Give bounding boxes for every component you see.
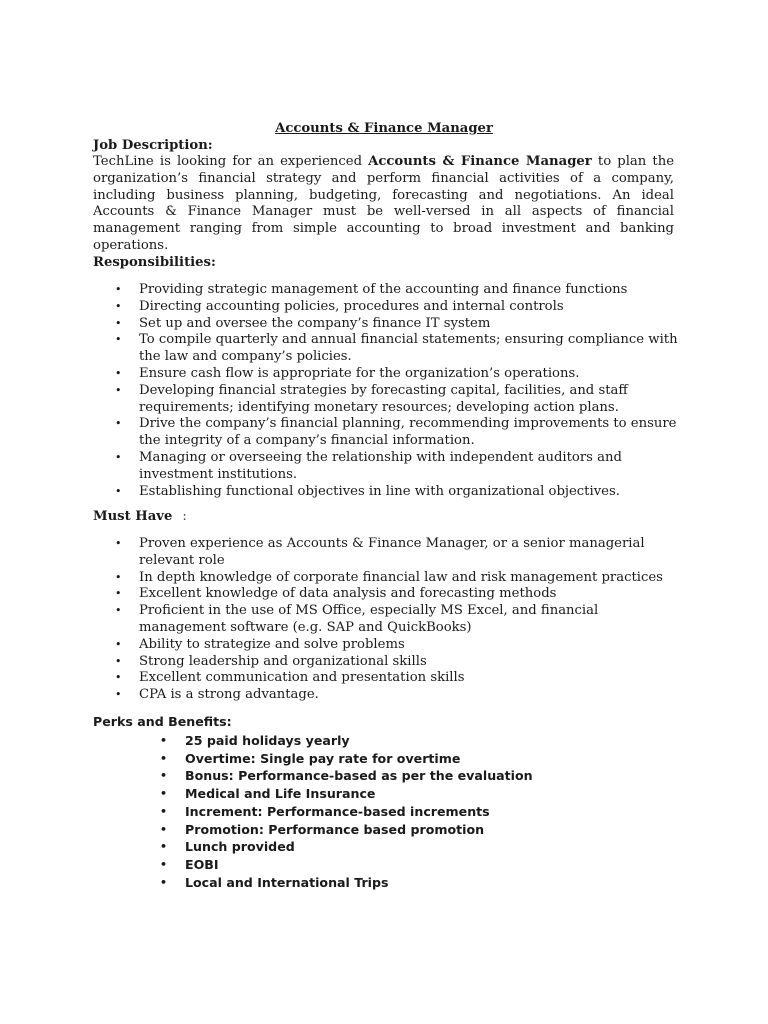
bullet-icon: • — [115, 450, 122, 464]
bullet-icon: • — [115, 671, 122, 685]
bullet-icon: • — [115, 283, 122, 296]
list-item-text: Increment: Performance-based increments — [185, 803, 490, 819]
intro-paragraph — [93, 154, 674, 255]
perks-list — [0, 732, 685, 891]
list-item-text: Providing strategic management of the accounting and finance functions — [139, 282, 628, 297]
list-item — [0, 654, 679, 671]
list-item-text: 25 paid holidays yearly — [185, 733, 350, 748]
must-have-colon: : — [182, 509, 187, 524]
list-item-text: Proficient in the use of MS Office, especially MS Excel, and financial management software (e.g. SAP and QuickBooks) — [139, 603, 599, 635]
list-item — [0, 637, 679, 654]
list-item-text: Establishing functional objectives in line with organizational objectives. — [139, 483, 620, 499]
must-have-heading-text: Must Have — [93, 509, 173, 524]
document-title: Accounts & Finance Manager — [275, 121, 493, 136]
bullet-icon: • — [115, 484, 122, 498]
responsibilities-heading: Responsibilities: — [93, 255, 216, 270]
bullet-icon: • — [115, 333, 122, 347]
bullet-icon: • — [115, 637, 122, 651]
list-item — [0, 603, 679, 637]
list-item — [0, 484, 679, 501]
intro-text-end: to plan the organization’s financial strategy and perform financial activities of a company, including business planning, budgeting, forecasting and negotiations. An ideal Accounts & Finance Manager must be well-versed in all aspects of financial management ranging from simple accounting to broad investment and banking operations. — [93, 154, 674, 253]
list-item — [0, 874, 685, 892]
list-item-text: Excellent knowledge of data analysis and forecasting methods — [139, 586, 557, 602]
list-item-text: Strong leadership and organizational skills — [139, 653, 427, 669]
list-item — [0, 282, 679, 299]
responsibilities-list — [0, 282, 679, 500]
list-item-text: Managing or overseeing the relationship with independent auditors and investment institutions. — [139, 449, 622, 482]
intro-text-start: TechLine is looking for an experienced — [93, 154, 369, 169]
list-item — [0, 838, 685, 856]
list-item-text: Local and International Trips — [185, 874, 389, 890]
list-item — [0, 803, 685, 821]
list-item — [0, 785, 685, 803]
list-item — [0, 856, 685, 874]
list-item-text: CPA is a strong advantage. — [139, 687, 319, 703]
job-description-heading: Job Description: — [93, 138, 213, 153]
list-item-text: Excellent communication and presentation skills — [139, 670, 465, 686]
list-item — [0, 821, 685, 839]
bullet-icon: • — [115, 316, 122, 330]
bullet-icon: • — [160, 787, 168, 801]
must-have-list — [0, 536, 679, 704]
list-item-text: In depth knowledge of corporate financial law and risk management practices — [139, 569, 663, 585]
bullet-icon: • — [160, 875, 168, 889]
list-item — [0, 416, 679, 450]
list-item-text: To compile quarterly and annual financial statements; ensuring compliance with the law and company’s policies. — [139, 332, 678, 365]
list-item — [0, 299, 679, 316]
list-item-text: Set up and oversee the company’s finance IT system — [139, 315, 491, 331]
bullet-icon: • — [115, 570, 122, 584]
bullet-icon: • — [160, 751, 168, 765]
list-item — [0, 536, 679, 570]
list-item — [0, 332, 679, 366]
bullet-icon: • — [160, 840, 168, 854]
list-item — [0, 750, 685, 768]
list-item — [0, 570, 679, 587]
list-item — [0, 732, 685, 750]
bullet-icon: • — [160, 857, 168, 871]
list-item — [0, 586, 679, 603]
bullet-icon: • — [115, 587, 122, 601]
intro-job-title: Accounts & Finance Manager — [368, 154, 592, 169]
list-item — [0, 670, 679, 687]
bullet-icon: • — [160, 769, 168, 783]
list-item-text: Ability to strategize and solve problems — [139, 636, 405, 652]
list-item-text: Promotion: Performance based promotion — [185, 821, 485, 837]
list-item-text: Lunch provided — [185, 839, 295, 855]
must-have-heading — [93, 509, 187, 526]
list-item-text: Proven experience as Accounts & Finance Manager, or a senior managerial relevant role — [139, 536, 645, 568]
list-item-text: Ensure cash flow is appropriate for the organization’s operations. — [139, 365, 580, 381]
list-item-text: Medical and Life Insurance — [185, 786, 376, 802]
list-item — [0, 450, 679, 484]
list-item — [0, 316, 679, 333]
bullet-icon: • — [160, 822, 168, 836]
list-item — [0, 767, 685, 785]
bullet-icon: • — [160, 804, 168, 818]
bullet-icon: • — [160, 734, 168, 747]
list-item-text: Drive the company’s financial planning, recommending improvements to ensure the integrity of a company’s financial information. — [139, 416, 677, 449]
bullet-icon: • — [115, 537, 122, 550]
list-item — [0, 366, 679, 383]
list-item-text: Developing financial strategies by forecasting capital, facilities, and staff requirements; identifying monetary resources; developing action plans. — [139, 382, 628, 415]
bullet-icon: • — [115, 299, 122, 313]
list-item-text: Bonus: Performance-based as per the evaluation — [185, 768, 533, 784]
list-item — [0, 687, 679, 704]
bullet-icon: • — [115, 604, 122, 618]
bullet-icon: • — [115, 366, 122, 380]
perks-heading: Perks and Benefits: — [93, 714, 232, 729]
bullet-icon: • — [115, 383, 122, 397]
bullet-icon: • — [115, 654, 122, 668]
list-item-text: Overtime: Single pay rate for overtime — [185, 750, 461, 766]
list-item — [0, 383, 679, 417]
bullet-icon: • — [115, 688, 122, 702]
bullet-icon: • — [115, 417, 122, 431]
list-item-text: Directing accounting policies, procedures and internal controls — [139, 298, 564, 314]
list-item-text: EOBI — [185, 856, 219, 872]
